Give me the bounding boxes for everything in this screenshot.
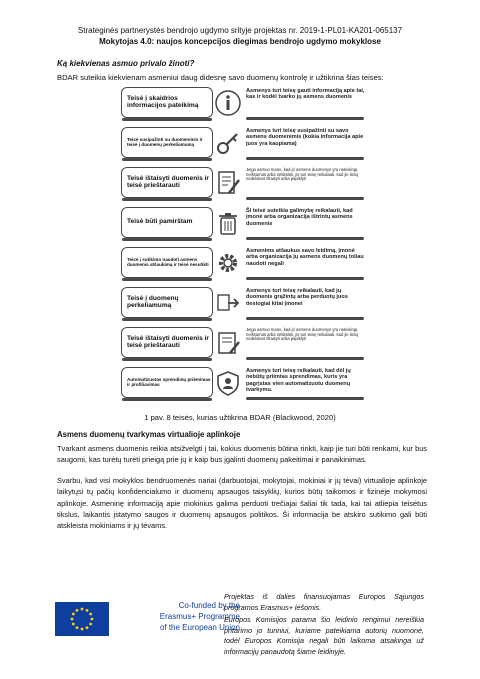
logo-line-1: Co-funded by the	[178, 601, 240, 610]
right-label	[121, 127, 213, 158]
section-question: Ką kiekvienas asmuo privalo žinoti?	[57, 59, 195, 68]
funding-note: Projektas iš dalies finansuojamas Europos Sąjungos programos Erasmus+ lėšomis.	[224, 592, 424, 612]
right-label	[121, 367, 213, 398]
edit-form-icon	[214, 329, 242, 357]
erasmus-logo-text	[116, 600, 240, 633]
right-label	[121, 167, 213, 198]
shield-user-icon	[214, 369, 242, 397]
right-row	[121, 207, 366, 240]
gdpr-rights-infographic	[121, 87, 366, 406]
right-row	[121, 87, 366, 120]
gear-icon	[214, 249, 242, 277]
paragraph-1: Tvarkant asmens duomenis reikia atsižvelgti į tai, kokius duomenis būtina rinkti, kaip jie turi būti renkami, kur bus saugomi, kas turėtų turėti prieigą prie jų ir kaip bus įgalinti duomenų pakeitimai ir panaikinimas.	[57, 444, 427, 465]
right-label	[121, 207, 213, 238]
right-label-text: Automatizuotas sprendimų priėmimas ir profiliavimas	[127, 376, 211, 387]
logo-line-2: Erasmus+ Programme	[159, 612, 240, 621]
right-description: Asmenys turi teisę reikalauti, kad jų duomenis grąžintų arba perduotų juos tiesiogiai kitai įmonei	[246, 288, 348, 307]
info-icon	[214, 89, 242, 117]
right-label-text: Teisė ištaisyti duomenis ir teisė prieštarauti	[127, 334, 209, 349]
intro-text: BDAR suteikia kiekvienam asmeniui daug didesnę savo duomenų kontrolę ir užtikrina šias teises:	[57, 73, 384, 82]
right-description: Asmenys turi teisę reikalauti, kad dėl jų nebūtų priimtas sprendimas, kuris yra pagrįstas vien automatizuotu duomenų tvarkymu.	[246, 368, 351, 393]
key-icon	[214, 129, 242, 157]
right-row	[121, 127, 366, 160]
right-label-text: Teisė į skaidrios informacijos pateikimą	[127, 94, 199, 109]
header-project-line: Strateginės partnerystės bendrojo ugdymo srityje projektas nr. 2019-1-PL01-KA201-065137	[77, 26, 403, 35]
right-label	[121, 87, 213, 118]
right-description: Asmenys turi teisę gauti informaciją apie tai, kas ir kodėl tvarko jų asmens duomenis	[246, 88, 365, 101]
right-label-text: Teisė ištaisyti duomenis ir teisė prieštarauti	[127, 174, 209, 189]
trash-icon	[214, 209, 242, 237]
right-row	[121, 287, 366, 320]
right-row	[121, 247, 366, 280]
header-title-line: Mokytojas 4.0: naujos koncepcijos diegimas bendrojo ugdymo mokyklose	[99, 36, 381, 46]
right-row	[121, 367, 366, 400]
document-header	[0, 26, 480, 47]
eu-flag-icon	[55, 602, 109, 636]
right-label	[121, 287, 213, 318]
funding-disclaimer	[224, 592, 424, 659]
commission-disclaimer: Europos Komisijos parama šio leidinio rengimui nereiškia pritarimo jo turiniui, kuriame pateikiama autorių nuomonė, todėl Europos Komisija negali būti laikoma atsakinga už informacijų panaudotą šiame leidinyje.	[224, 615, 424, 656]
right-label-text: Teisė į sutikimo naudoti asmens duomenis atšaukimą ir teisė nesutikti	[127, 256, 209, 267]
logo-line-3: of the European Union	[159, 623, 240, 632]
right-description: Asmenims atšaukus savo leidimą, įmonė arba organizacija jų asmens duomenų toliau naudoti negali	[246, 248, 364, 267]
right-label-text: Teisė būti pamirštam	[127, 218, 193, 226]
right-label	[121, 247, 213, 278]
right-label-text: Teisė į duomenų perkeliamumą	[127, 294, 179, 309]
edit-document-icon	[214, 169, 242, 197]
paragraph-2: Svarbu, kad visi mokyklos bendruomenės nariai (darbuotojai, mokytojai, mokiniai ir jų tėvai) virtualioje aplinkoje laikytųsi tų pačių konfidencialumo ir duomenų apsaugos taisyklių, kurios būtų taikomos ir fizinėje mokymosi aplinkoje. Asmeninę informaciją apie mokinius galima perduoti trečiajai šaliai tik tada, kai tai atliepia teisėtus tikslus, laikantis įstatymo saugos ir duomenų apsaugos politikos. Ši informacija be atskiro sutikimo gali būti atskleista mokiniams ir jų tėvams.	[57, 476, 427, 531]
right-description: Jeigu asmuo mano, kad jo asmens duomenys yra neteisingi, neišsamūs arba netikslūs, jis turi teisę reikalauti, kad jie būtų nedelsiant ištaisyti arba papildyti	[246, 327, 359, 342]
section-title: Asmens duomenų tvarkymas virtualioje aplinkoje	[57, 430, 241, 439]
right-label-text: Teisė susipažinti su duomenimis ir teisė į duomenų perkeliamumą	[127, 136, 203, 147]
transfer-icon	[214, 289, 242, 317]
right-description: Jeigu asmuo mano, kad jo asmens duomenys yra neteisingi, neišsamūs arba netikslūs, jis turi teisę reikalauti, kad jie būtų nedelsiant ištaisyti arba papildyti	[246, 167, 359, 182]
right-row	[121, 327, 366, 360]
figure-caption: 1 pav. 8 teisės, kurias užtikrina BDAR (Blackwood, 2020)	[144, 413, 336, 422]
right-row	[121, 167, 366, 200]
right-label	[121, 327, 213, 358]
right-description: Asmenys turi teisę susipažinti su savo asmens duomenimis (kokia informacija apie juos yra kaupiama)	[246, 128, 364, 147]
right-description: Ši teisė suteikia galimybę reikalauti, kad įmonė arba organizacija ištrintų asmens duomenis	[246, 208, 353, 227]
